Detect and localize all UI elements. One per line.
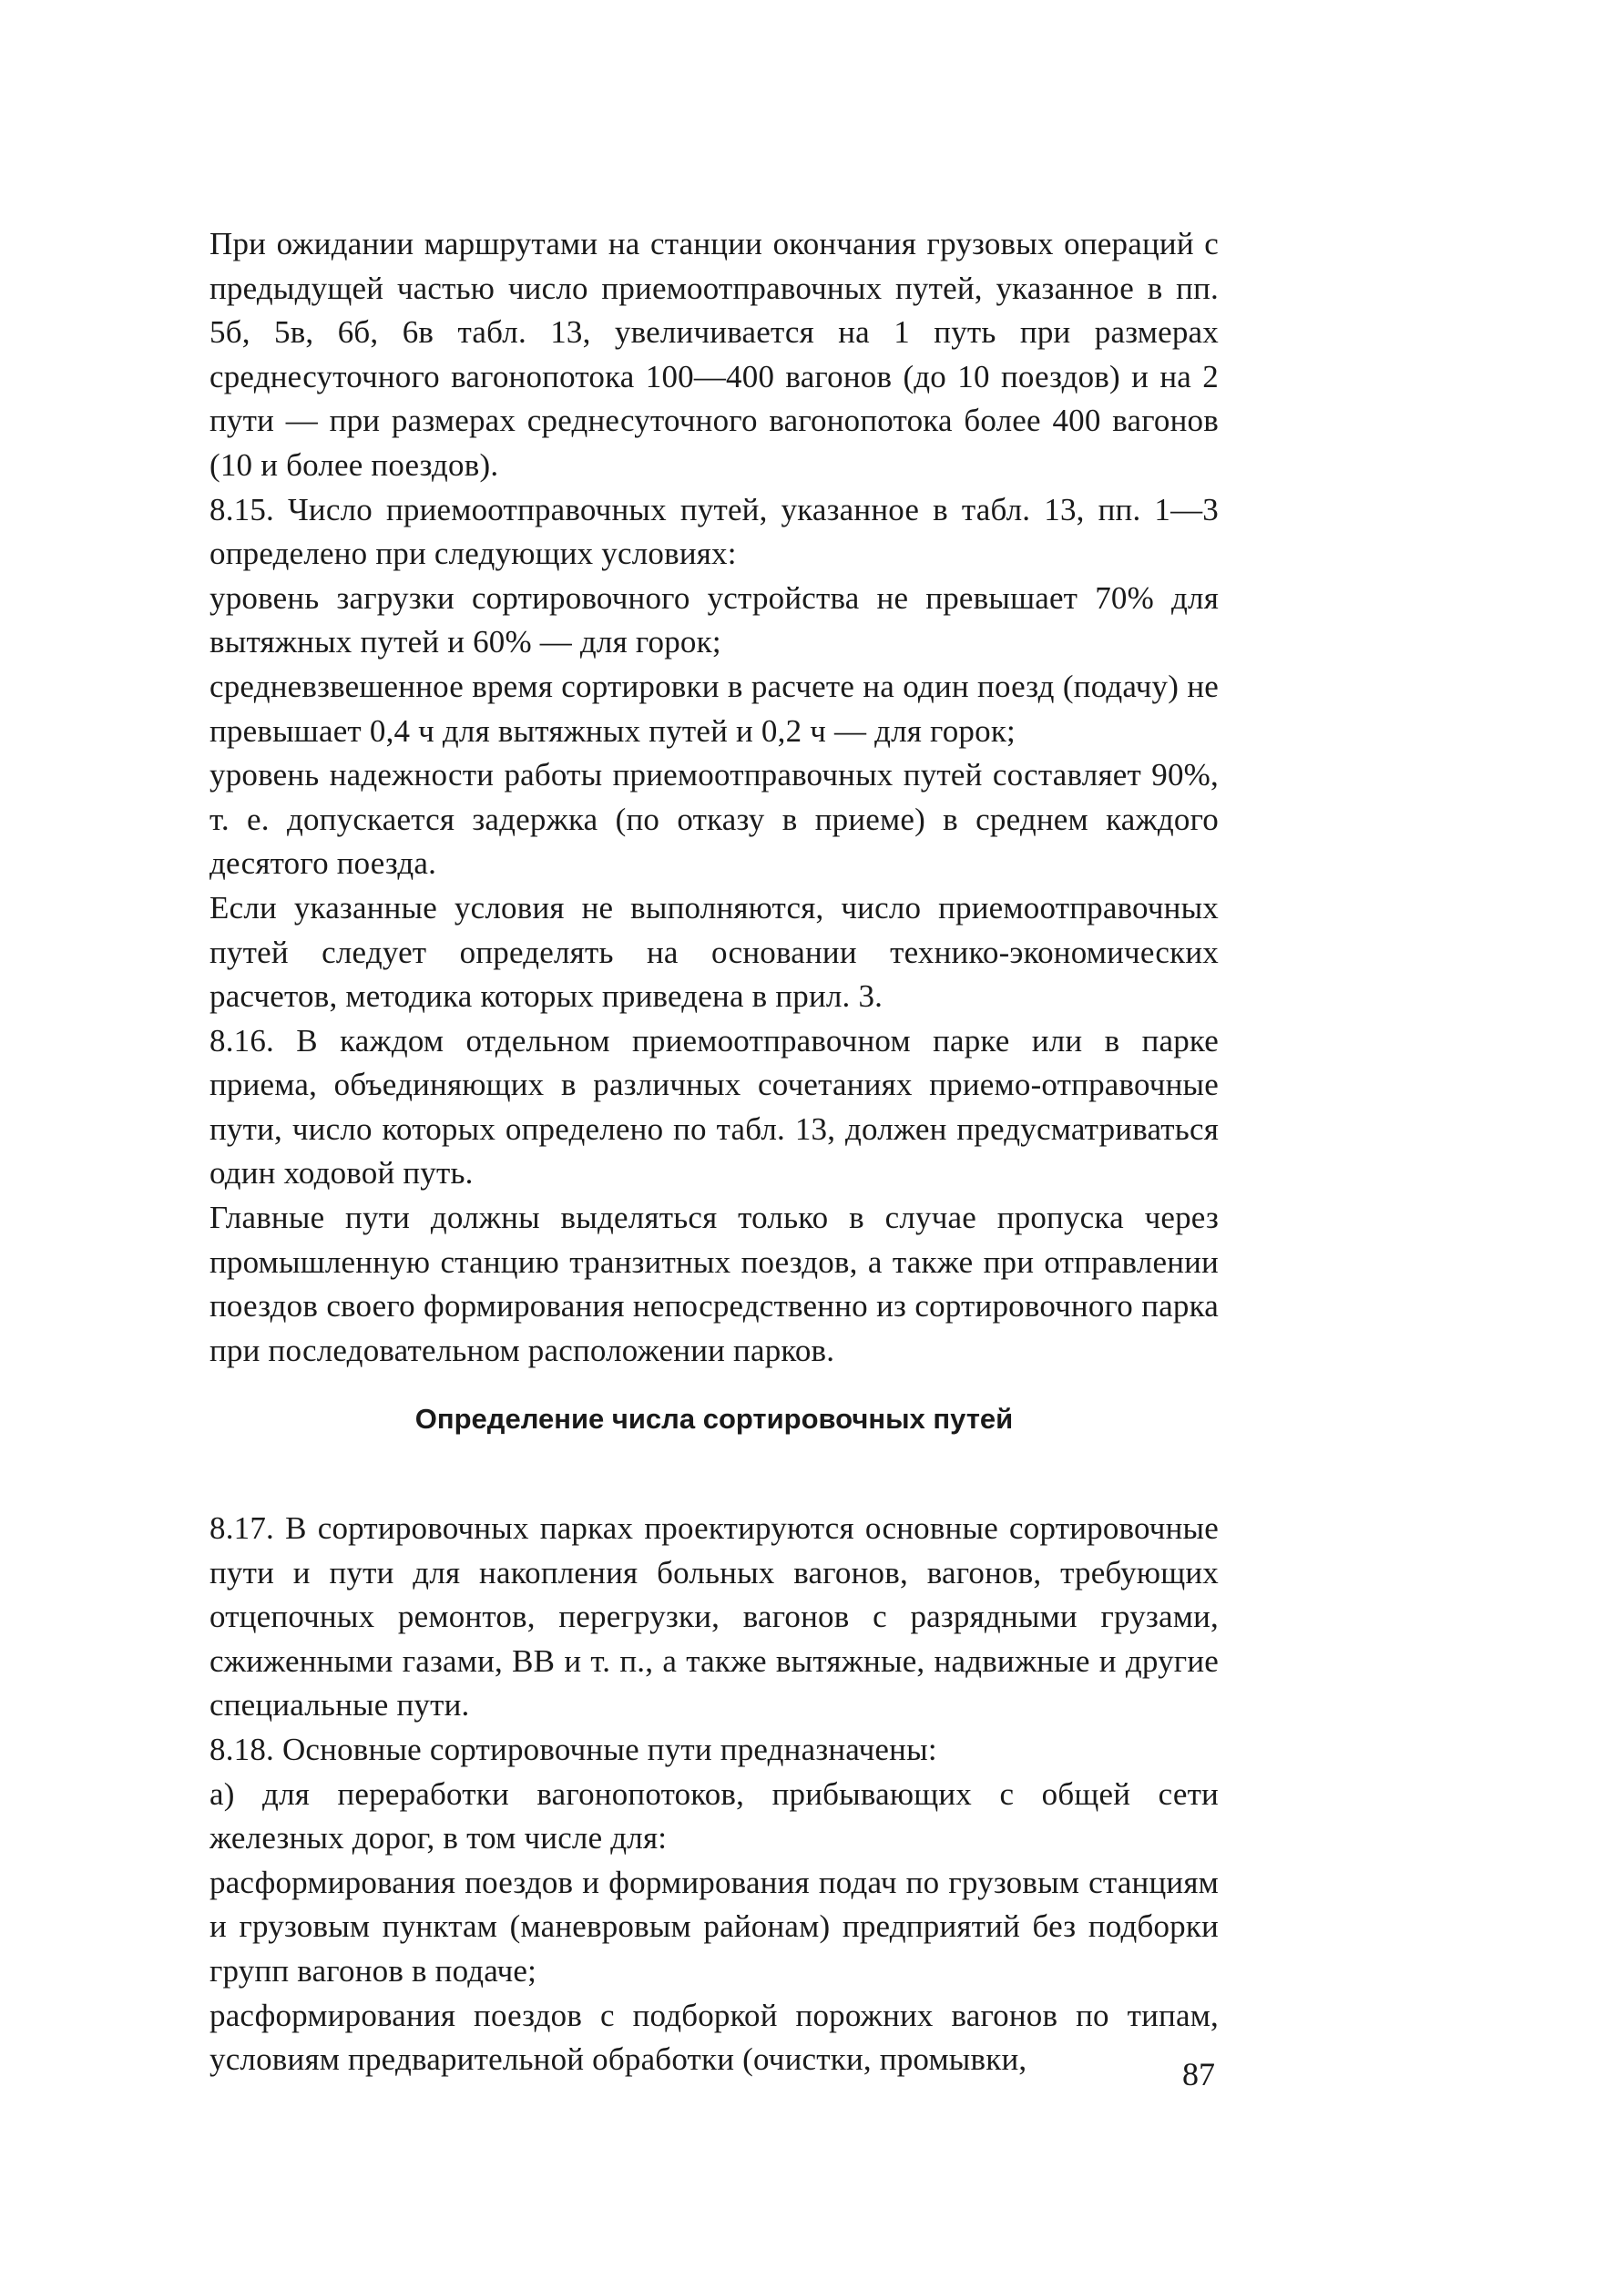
- paragraph-8-15: 8.15. Число приемоотправочных путей, указанное в табл. 13, пп. 1—3 определено при следующих условиях:: [209, 491, 1219, 572]
- paragraph-main-tracks: Главные пути должны выделяться только в случае пропуска через промышленную станцию транзитных поездов, а также при отправлении поездов своего формирования непосредственно из сортировочного парка при последовательном расположении парков.: [209, 1200, 1219, 1368]
- paragraph-condition-3: уровень надежности работы приемоотправочных путей составляет 90%, т. е. допускается задержка (по отказу в приеме) в среднем каждого десятого поезда.: [209, 757, 1219, 882]
- paragraph-8-18: 8.18. Основные сортировочные пути предназначены:: [209, 1731, 937, 1767]
- paragraph-item-a: а) для переработки вагонопотоков, прибывающих с общей сети железных дорог, в том числе для:: [209, 1775, 1219, 1856]
- paragraph-8-16: 8.16. В каждом отдельном приемоотправочном парке или в парке приема, объединяющих в различных сочетаниях приемо-отправочные пути, число которых определено по табл. 13, должен предусматриваться один ходовой путь.: [209, 1022, 1219, 1192]
- paragraph-condition-1: уровень загрузки сортировочного устройства не превышает 70% для вытяжных путей и 60% — для горок;: [209, 579, 1219, 660]
- section-body: [209, 1507, 1219, 2082]
- paragraph-1: При ожидании маршрутами на станции окончания грузовых операций с предыдущей частью число приемоотправочных путей, указанное в пп. 5б, 5в, 6б, 6в табл. 13, увеличивается на 1 путь при размерах среднесуточного вагонопотока 100—400 вагонов (до 10 поездов) и на 2 пути — при размерах среднесуточного вагонопотока более 400 вагонов (10 и более поездов).: [209, 226, 1219, 483]
- section-heading: Определение числа сортировочных путей: [414, 1403, 1014, 1435]
- paragraph-if-conditions: Если указанные условия не выполняются, число приемоотправочных путей следует определять на основании технико-экономических расчетов, методика которых приведена в прил. 3.: [209, 889, 1219, 1015]
- page-number: 87: [1182, 2056, 1215, 2092]
- paragraph-8-17: 8.17. В сортировочных парках проектируются основные сортировочные пути и пути для накопления больных вагонов, вагонов, требующих отцепочных ремонтов, перегрузки, вагонов с разрядными грузами, сжиженными газами, ВВ и т. п., а также вытяжные, надвижные и другие специальные пути.: [209, 1510, 1219, 1723]
- paragraph-disband-2: расформирования поездов с подборкой порожних вагонов по типам, условиям предварительной обработки (очистки, промывки,: [209, 1997, 1219, 2078]
- paragraph-condition-2: средневзвешенное время сортировки в расчете на один поезд (подачу) не превышает 0,4 ч для вытяжных путей и 0,2 ч — для горок;: [209, 668, 1219, 749]
- paragraph-disband-1: расформирования поездов и формирования подач по грузовым станциям и грузовым пунктам (маневровым районам) предприятий без подборки групп вагонов в подаче;: [209, 1864, 1219, 1989]
